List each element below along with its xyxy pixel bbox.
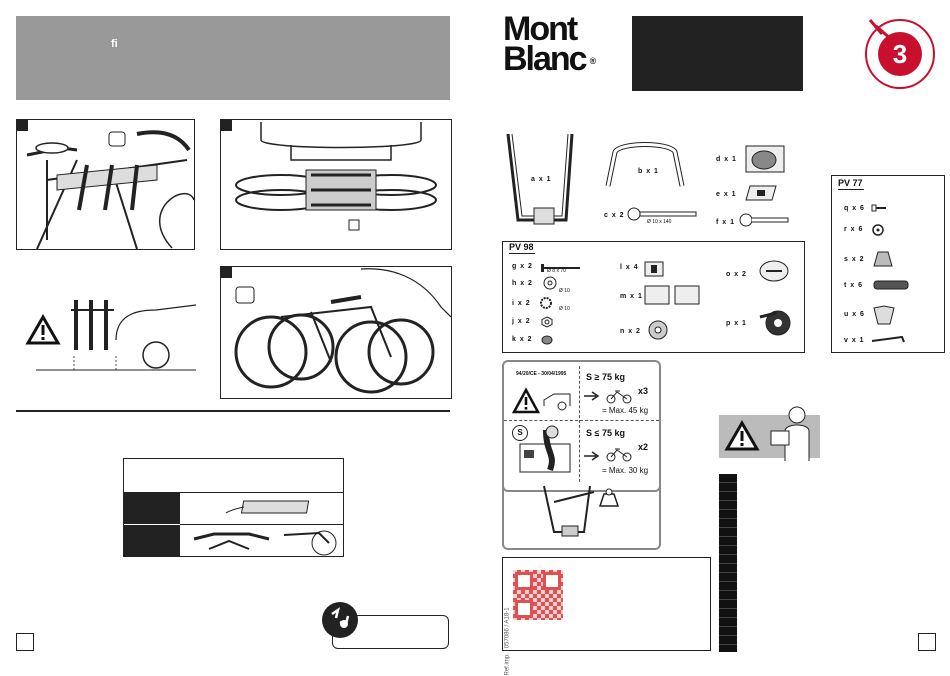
pv98-item-i-spec: Ø 10 xyxy=(559,306,570,312)
bike-icon xyxy=(606,446,632,462)
row1-multiplier: x3 xyxy=(638,386,649,396)
part-c-label: c x 2 xyxy=(604,212,625,219)
recycle-icon xyxy=(322,602,358,638)
car-tow-icon xyxy=(542,392,572,412)
table-row-1-label xyxy=(124,492,180,524)
part-d-label: d x 1 xyxy=(716,156,737,163)
illustration-step-1 xyxy=(16,119,195,250)
reflector-s-icon xyxy=(872,248,894,268)
carrier-frame-drawing xyxy=(534,482,604,542)
car-rear-drawing xyxy=(16,290,196,380)
strap-roll-p-icon xyxy=(758,309,792,337)
part-b-label: b x 1 xyxy=(638,168,659,175)
illustration-step-3 xyxy=(220,266,452,399)
warning-triangle-icon xyxy=(512,388,540,414)
badge-number: 3 xyxy=(892,39,908,69)
pv77-item-u-label: u x 6 xyxy=(844,311,865,318)
brand-line-2: Blanc ® xyxy=(503,40,597,78)
pv98-item-l-label: l x 4 xyxy=(620,264,639,271)
carrier-top-view-drawing xyxy=(221,120,451,249)
bike-strap-drawing xyxy=(279,525,339,553)
towball-drawing xyxy=(516,424,576,476)
part-c-spec: Ø 10 x 140 xyxy=(647,219,672,225)
person-reading-icon xyxy=(767,405,817,461)
page-number-box-left xyxy=(16,633,34,651)
pv98-item-k-label: k x 2 xyxy=(512,336,533,343)
pv77-box xyxy=(831,175,945,353)
pv98-box xyxy=(502,241,805,353)
directive-text: 94/20/CE - 30/04/1995 xyxy=(516,371,567,377)
knob-n-icon xyxy=(647,319,669,341)
part-f-wrench-drawing xyxy=(738,212,794,228)
pv98-item-h-spec: Ø 10 xyxy=(559,288,570,294)
table-row-2-label xyxy=(124,525,180,556)
part-d-clamp-drawing xyxy=(742,140,788,178)
pv98-item-p-label: p x 1 xyxy=(726,320,747,327)
pv77-item-s-label: s x 2 xyxy=(844,256,865,263)
nut-r-icon xyxy=(872,224,884,236)
part-f-label: f x 1 xyxy=(716,219,736,226)
header-symbol: ﬁ xyxy=(111,38,118,50)
qr-code-box xyxy=(502,557,711,651)
row2-multiplier: x2 xyxy=(638,442,649,452)
nut-j-icon xyxy=(541,316,553,328)
pv98-title-underline xyxy=(509,253,535,254)
badge-seal-icon xyxy=(862,10,942,94)
bike-icon xyxy=(606,388,632,404)
height-warning-diagram xyxy=(16,290,196,380)
pv98-item-n-label: n x 2 xyxy=(620,328,641,335)
pv77-title-underline xyxy=(838,189,864,190)
registered-mark: ® xyxy=(589,56,597,67)
clamp-set-m-icon xyxy=(643,282,703,308)
table-header-row xyxy=(124,459,343,493)
part-e-plate-drawing xyxy=(744,184,778,202)
allen-key-v-icon xyxy=(870,335,906,343)
accessories-table xyxy=(123,458,344,557)
arrow-right-icon xyxy=(584,392,600,400)
pv98-item-g-label: g x 2 xyxy=(512,263,533,270)
pv98-item-o-label: o x 2 xyxy=(726,271,747,278)
load-divider-horizontal xyxy=(504,420,659,421)
page-number-box-right xyxy=(918,633,936,651)
weight-icon xyxy=(596,488,622,508)
s-circle-label: S xyxy=(517,428,523,437)
pv77-item-q-label: q x 6 xyxy=(844,205,865,212)
header-band xyxy=(16,16,450,100)
read-instructions-figure xyxy=(719,415,820,458)
pv77-item-v-label: v x 1 xyxy=(844,337,865,344)
qr-code-icon xyxy=(513,570,563,620)
row1-s-label: S ≥ 75 kg xyxy=(586,372,625,382)
reference-number: Ref.imp. : 057086 / A18-1 xyxy=(504,607,511,676)
load-rating-box xyxy=(502,360,661,492)
lock-washer-i-icon xyxy=(539,296,553,310)
pad-o-icon xyxy=(757,258,791,284)
ratchet-strap-t-icon xyxy=(872,279,910,291)
carrier-frame-diagram xyxy=(502,480,661,550)
pv98-item-i-label: i x 2 xyxy=(512,300,531,307)
pv98-item-j-label: j x 2 xyxy=(512,318,531,325)
screw-q-icon xyxy=(872,204,888,212)
strap-drawing xyxy=(189,529,279,554)
row1-max: = Max. 45 kg xyxy=(602,406,649,415)
arrow-right-icon xyxy=(584,452,600,460)
plate-adapter-drawing xyxy=(224,499,314,519)
part-b-ubar-drawing xyxy=(600,140,690,190)
brand-logo xyxy=(503,10,613,78)
load-divider-vertical xyxy=(579,366,580,482)
pv98-item-m-label: m x 1 xyxy=(620,293,643,300)
pv98-title: PV 98 xyxy=(509,242,534,252)
bracket-l-icon xyxy=(643,260,665,278)
guarantee-badge xyxy=(862,10,942,94)
row2-max: = Max. 30 kg xyxy=(602,466,649,475)
washer-h-icon xyxy=(543,276,557,290)
pv77-title: PV 77 xyxy=(838,178,863,188)
bikes-on-car-drawing xyxy=(221,267,451,398)
part-e-label: e x 1 xyxy=(716,191,737,198)
row2-s-label: S ≤ 75 kg xyxy=(586,428,625,438)
pv98-item-h-label: h x 2 xyxy=(512,280,533,287)
section-divider xyxy=(16,410,450,412)
brand-line-1: Mont xyxy=(503,10,577,48)
cap-k-icon xyxy=(541,335,553,345)
title-box xyxy=(632,16,803,91)
part-a-label: a x 1 xyxy=(531,176,552,183)
pv98-item-g-spec: Ø 8 x 70 xyxy=(547,268,566,274)
holder-u-icon xyxy=(872,304,896,326)
warning-triangle-icon xyxy=(725,421,759,451)
illustration-step-2 xyxy=(220,119,452,250)
language-tabs-bar xyxy=(719,474,737,652)
pv77-item-r-label: r x 6 xyxy=(844,226,864,233)
bike-mount-drawing xyxy=(17,120,194,249)
pv77-item-t-label: t x 6 xyxy=(844,282,864,289)
